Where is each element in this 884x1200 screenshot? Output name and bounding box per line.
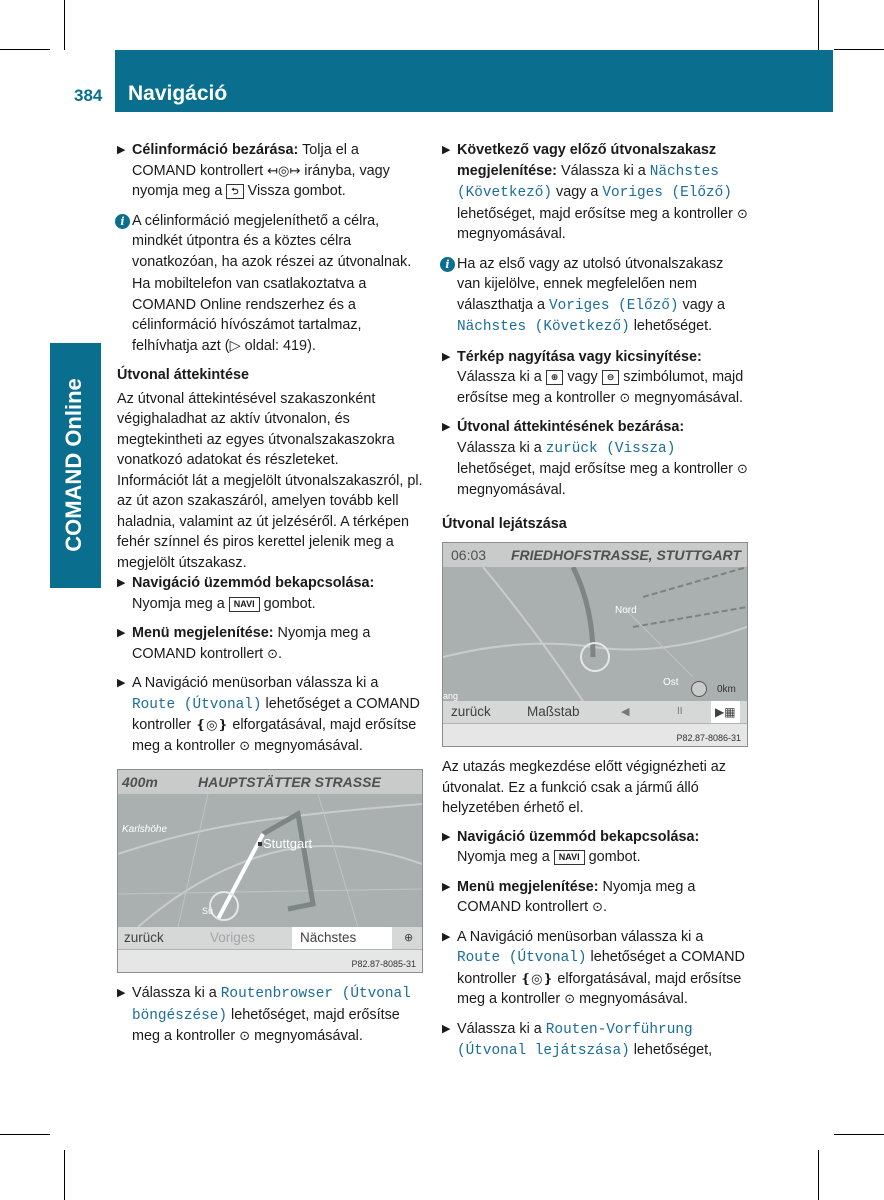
item-text: elforgatásával, majd erősítse meg a kontroller bbox=[457, 970, 742, 1007]
item-heading: Útvonal áttekintésének bezárása: bbox=[457, 419, 685, 435]
paragraph: Az utazás megkezdése előtt végignézheti az útvonalat. Ez a funkció csak a jármű álló helyzetében érhető el. bbox=[442, 759, 726, 816]
street-label: FRIEDHOFSTRASSE, STUTTGART bbox=[511, 547, 741, 563]
controller-rotate-icon: ❴◎❵ bbox=[195, 717, 229, 732]
controller-press-icon: ⊙ bbox=[267, 645, 279, 661]
crop-mark bbox=[834, 1134, 884, 1135]
controller-press-icon: ⊙ bbox=[736, 461, 748, 476]
crop-mark bbox=[64, 0, 65, 50]
paragraph: Az útvonal áttekintésével szakaszonként végighaladhat az aktív útvonalon, és megtekintheti az egyes útvonalszakaszokra vonatkozó adatokat és részleteket. bbox=[117, 390, 395, 468]
info-text: A célinformáció megjeleníthető a célra, mindkét útpontra és a köztes célra vonatkozóan, ha azok részei az útvonalnak. bbox=[132, 212, 412, 270]
item-text: lehetőséget, bbox=[629, 1042, 713, 1058]
bullet-arrow-icon: ▶ bbox=[117, 144, 126, 156]
controller-press-icon: ⊙ bbox=[619, 389, 631, 405]
crop-mark bbox=[64, 1150, 65, 1200]
crop-mark bbox=[0, 1134, 50, 1135]
figure-caption: P82.87-8085-31 bbox=[351, 959, 416, 969]
item-text: Tolja el a COMAND kontrollert bbox=[132, 142, 359, 179]
menu-item-back[interactable]: zurück bbox=[124, 930, 164, 945]
map-graphic bbox=[118, 794, 422, 927]
side-tab-label: COMAND Online bbox=[61, 378, 86, 552]
list-item bbox=[442, 827, 748, 868]
item-text: megnyomásával. bbox=[250, 737, 363, 754]
item-text: lehetőséget, majd erősítse meg a kontroller bbox=[132, 1006, 400, 1044]
item-text: irányba, vagy nyomja meg a bbox=[132, 162, 390, 199]
item-text: Válassza ki a bbox=[457, 439, 546, 456]
list-item bbox=[442, 877, 748, 918]
item-heading: Célinformáció bezárása: bbox=[132, 142, 299, 158]
zoom-out-icon: ⊖ bbox=[602, 370, 620, 385]
item-text: Válassza ki a bbox=[457, 369, 546, 385]
item-text: . bbox=[603, 899, 608, 915]
info-text: lehetőséget. bbox=[629, 318, 713, 334]
page-number: 384 bbox=[74, 86, 103, 105]
menu-item-next[interactable]: Nächstes bbox=[292, 927, 392, 949]
list-item bbox=[117, 983, 423, 1047]
rewind-button[interactable] bbox=[621, 701, 629, 723]
bullet-arrow-icon: ▶ bbox=[442, 1022, 451, 1035]
screen-header bbox=[443, 543, 747, 567]
menu-option-text: Route (Útvonal) bbox=[457, 950, 587, 966]
info-text: Ha az első vagy az utolsó útvonalszakasz van kijelölve, ennek megfelelően nem választhatja a bbox=[457, 255, 724, 313]
distance-label: 0km bbox=[717, 684, 736, 695]
map-place-label: Sü bbox=[202, 906, 214, 916]
bullet-arrow-icon: ▶ bbox=[117, 627, 126, 639]
list-item bbox=[117, 140, 423, 202]
bullet-arrow-icon: ▶ bbox=[442, 830, 451, 843]
left-column bbox=[117, 140, 423, 765]
map-view bbox=[443, 567, 747, 701]
menu-option-text: Route (Útvonal) bbox=[132, 696, 262, 713]
item-heading: Térkép nagyítása vagy kicsinyítése: bbox=[457, 348, 702, 365]
navi-key-icon: NAVI bbox=[229, 597, 260, 612]
item-heading: Következő vagy előző útvonalszakasz megjelenítése: bbox=[457, 142, 717, 179]
compass-icon bbox=[691, 681, 707, 697]
screen-header bbox=[118, 770, 422, 794]
section-heading: Útvonal áttekintése bbox=[117, 367, 249, 383]
right-column bbox=[442, 140, 748, 538]
item-text: Válassza ki a bbox=[556, 162, 650, 179]
info-icon: i bbox=[440, 257, 455, 272]
item-text: szimbólumot, majd erősítse meg a kontroller bbox=[457, 369, 744, 406]
screen-menu bbox=[443, 701, 747, 723]
item-text: Nyomja meg a COMAND kontrollert bbox=[132, 625, 371, 662]
list-item bbox=[117, 623, 423, 664]
menu-option-text: Voriges (Előző) bbox=[549, 297, 679, 314]
street-label: HAUPTSTÄTTER STRASSE bbox=[198, 774, 381, 790]
zoom-in-icon: ⊕ bbox=[546, 370, 564, 385]
bullet-arrow-icon: ▶ bbox=[117, 677, 126, 689]
item-text: megnyomásával. bbox=[250, 1028, 363, 1044]
item-text: Válassza ki a bbox=[457, 1020, 546, 1037]
left-column-bottom bbox=[117, 983, 423, 1056]
item-text: Vissza gombot. bbox=[243, 183, 346, 199]
list-item bbox=[442, 347, 748, 409]
crop-mark bbox=[818, 1150, 819, 1200]
item-text: Nyomja meg a COMAND kontrollert bbox=[457, 878, 696, 915]
list-item bbox=[117, 673, 423, 756]
info-text: vagy a bbox=[678, 296, 725, 313]
bullet-arrow-icon: ▶ bbox=[442, 930, 451, 943]
item-text: lehetőséget, majd erősítse meg a kontroller bbox=[457, 205, 737, 222]
figure-caption: P82.87-8086-31 bbox=[676, 733, 741, 743]
menu-option-text: Routen-Vorführung (Útvonal lejátszása) bbox=[457, 1021, 693, 1059]
bullet-arrow-icon: ▶ bbox=[117, 577, 126, 589]
menu-option-text: Nächstes (Következő) bbox=[457, 319, 630, 335]
bullet-arrow-icon: ▶ bbox=[442, 144, 451, 156]
item-text: A Navigáció menüsorban válassza ki a bbox=[457, 928, 704, 945]
info-icon: i bbox=[115, 214, 130, 229]
bullet-arrow-icon: ▶ bbox=[117, 987, 126, 999]
menu-item-scale[interactable]: Maßstab bbox=[527, 704, 580, 719]
pause-icon[interactable]: II bbox=[677, 706, 683, 717]
item-text: lehetőséget a COMAND kontroller bbox=[457, 949, 745, 987]
menu-option-text: Routenbrowser (Útvonal böngészése) bbox=[132, 986, 411, 1024]
controller-press-icon: ⊙ bbox=[239, 1028, 251, 1043]
menu-option-text: Voriges (Előző) bbox=[602, 185, 732, 201]
item-text: lehetőséget, majd erősítse meg a kontroller bbox=[457, 461, 737, 477]
bullet-arrow-icon: ▶ bbox=[442, 421, 451, 433]
crop-mark bbox=[834, 49, 884, 50]
item-heading: Navigáció üzemmód bekapcsolása: bbox=[132, 575, 375, 591]
play-icon[interactable]: ▶▦ bbox=[711, 701, 740, 723]
list-item bbox=[117, 573, 423, 614]
list-item bbox=[442, 927, 748, 1010]
item-text: Nyomja meg a bbox=[457, 849, 554, 865]
magnifier-icon[interactable]: ⊕ bbox=[404, 932, 414, 944]
item-text: megnyomásával. bbox=[630, 389, 744, 406]
info-text: Ha mobiltelefon van csatlakoztatva a COMAND Online rendszerhez és a célinformáció hívószámot tartalmaz, felhívhatja azt (▷ oldal: 419). bbox=[132, 276, 367, 354]
controller-rotate-icon: ❴◎❵ bbox=[520, 970, 554, 986]
map-place-label: Ost bbox=[663, 677, 679, 688]
info-note bbox=[442, 254, 748, 338]
item-text: A Navigáció menüsorban válassza ki a bbox=[132, 675, 379, 691]
menu-item-back[interactable]: zurück bbox=[451, 704, 491, 719]
item-text: elforgatásával, majd erősítse meg a kontroller bbox=[132, 717, 417, 754]
item-text: Válassza ki a bbox=[132, 985, 221, 1001]
distance-label: 400m bbox=[122, 774, 158, 790]
section-heading: Útvonal lejátszása bbox=[442, 516, 567, 532]
map-place-label: Karlshöhe bbox=[122, 824, 168, 835]
map-place-label: ang bbox=[443, 691, 459, 701]
rewind-icon: ◀ bbox=[621, 706, 630, 718]
item-text: vagy a bbox=[552, 184, 603, 200]
page-title: Navigáció bbox=[128, 82, 228, 105]
right-column-bottom bbox=[442, 757, 748, 1071]
menu-option-text: zurück (Vissza) bbox=[545, 440, 676, 457]
item-heading: Navigáció üzemmód bekapcsolása: bbox=[457, 828, 700, 845]
item-heading: Menü megjelenítése: bbox=[132, 625, 274, 641]
controller-slide-icon: ↤◎↦ bbox=[267, 162, 301, 178]
menu-item-previous[interactable]: Voriges bbox=[210, 930, 256, 945]
list-item bbox=[442, 140, 748, 245]
item-text: Nyomja meg a bbox=[132, 595, 229, 612]
map-place-label: Stuttgart bbox=[263, 836, 313, 851]
info-note bbox=[117, 211, 423, 357]
menu-option-text: Nächstes (Következő) bbox=[457, 163, 719, 201]
item-text: gombot. bbox=[259, 595, 316, 612]
list-item bbox=[442, 1019, 748, 1062]
item-text: vagy bbox=[563, 369, 602, 385]
time-label: 06:03 bbox=[451, 547, 487, 563]
item-text: megnyomásával. bbox=[457, 481, 566, 498]
controller-press-icon: ⊙ bbox=[564, 991, 576, 1006]
bullet-arrow-icon: ▶ bbox=[442, 880, 451, 893]
route-demo-screenshot bbox=[442, 542, 748, 747]
item-text: gombot. bbox=[584, 849, 641, 865]
item-text: . bbox=[278, 645, 283, 662]
paragraph: Információt lát a megjelölt útvonalszakaszról, pl. az út azon szakaszáról, amelyen tovább kell haladnia, valamint az út jelzéséről. A térképen fehér színnel és piros kerettel jelenik meg a megjelölt útszakasz. bbox=[117, 472, 423, 571]
item-text: megnyomásával. bbox=[575, 991, 688, 1007]
route-browser-screenshot bbox=[117, 769, 423, 973]
controller-press-icon: ⊙ bbox=[592, 899, 604, 914]
item-heading: Menü megjelenítése: bbox=[457, 878, 599, 895]
controller-press-icon: ⊙ bbox=[736, 205, 748, 221]
crop-mark bbox=[0, 49, 50, 50]
screen-menu bbox=[118, 927, 422, 949]
crop-mark bbox=[818, 0, 819, 50]
navi-key-icon: NAVI bbox=[554, 850, 585, 865]
controller-press-icon: ⊙ bbox=[239, 737, 251, 753]
back-key-icon: ⮌ bbox=[226, 184, 243, 199]
item-text: megnyomásával. bbox=[457, 226, 566, 242]
bullet-arrow-icon: ▶ bbox=[442, 350, 451, 363]
list-item bbox=[442, 417, 748, 500]
item-text: lehetőséget a COMAND kontroller bbox=[132, 695, 420, 733]
map-place-label: Nord bbox=[615, 605, 637, 616]
map-view bbox=[118, 794, 422, 927]
